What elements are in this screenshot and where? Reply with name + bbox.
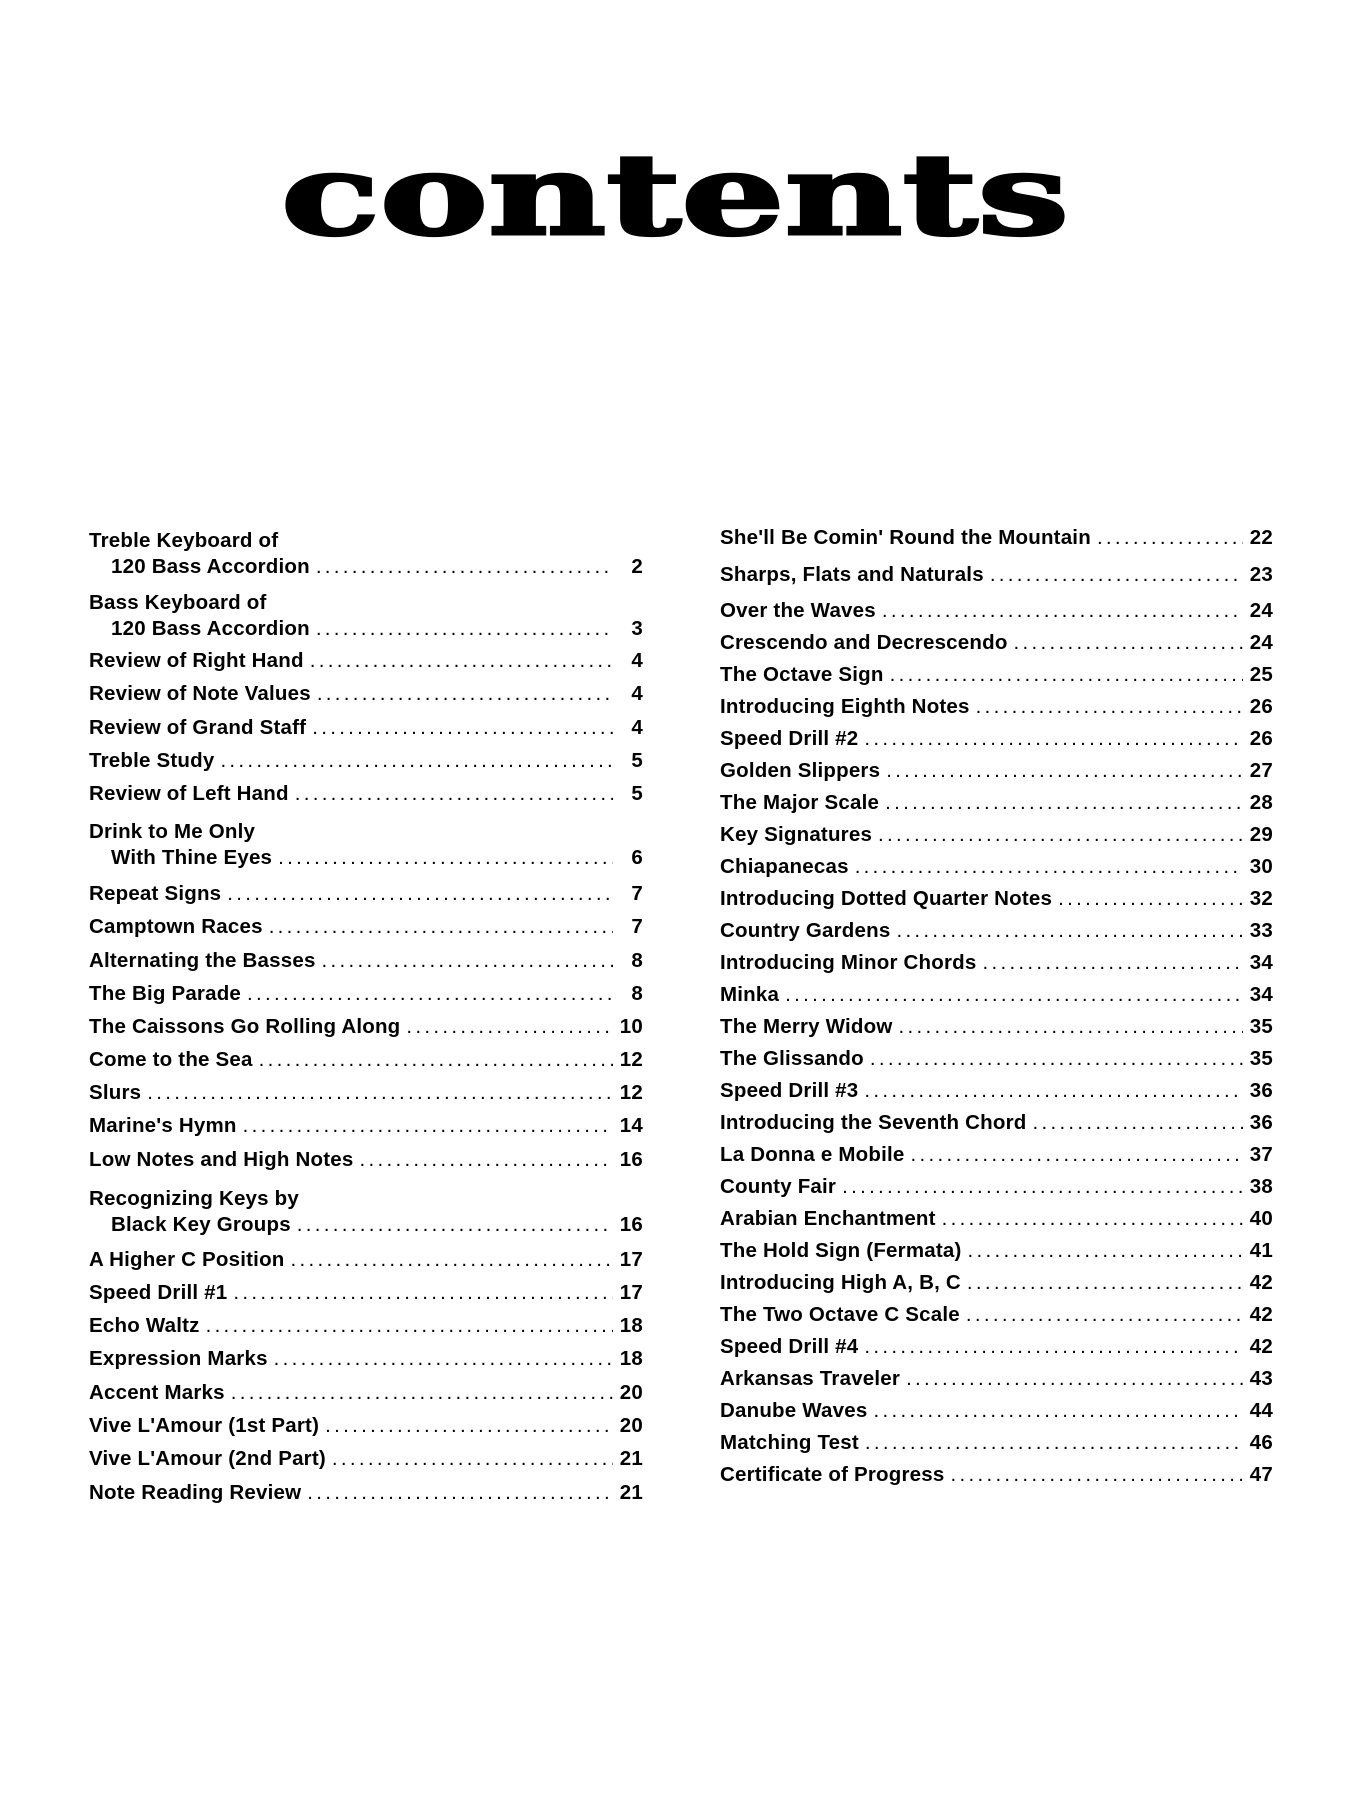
toc-entry-page-number: 41: [1249, 1239, 1273, 1262]
toc-entry-line: [720, 598, 1273, 624]
toc-entry: [89, 1113, 643, 1139]
toc-entry-title: Introducing Dotted Quarter Notes: [720, 887, 1053, 910]
dot-leader: [873, 1398, 1243, 1424]
toc-entry-title: Certificate of Progress: [720, 1463, 945, 1486]
dot-leader: [966, 1302, 1243, 1328]
toc-entry-page-number: 7: [631, 882, 643, 905]
toc-entry-page-number: 47: [1249, 1463, 1273, 1486]
toc-entry: [89, 1047, 643, 1073]
dot-leader: [890, 662, 1243, 688]
toc-entry-page-number: 35: [1249, 1015, 1273, 1038]
toc-entry-title: Slurs: [89, 1081, 142, 1104]
toc-entry: [89, 881, 643, 907]
toc-entry-title: Matching Test: [720, 1431, 859, 1454]
toc-entry-title: Introducing Minor Chords: [720, 951, 977, 974]
toc-entry: [720, 1302, 1273, 1328]
toc-entry: [720, 598, 1273, 624]
dot-leader: [906, 1366, 1243, 1392]
toc-entry-page-number: 14: [619, 1114, 643, 1137]
toc-entry-title: The Glissando: [720, 1047, 864, 1070]
toc-entry-line: [89, 1113, 643, 1139]
toc-entry-line: [720, 1302, 1273, 1328]
toc-entry-page-number: 7: [631, 915, 643, 938]
toc-entry-line: [720, 1398, 1273, 1424]
toc-entry-title: Expression Marks: [89, 1347, 268, 1370]
toc-entry-line: [89, 1147, 643, 1173]
dot-leader: [310, 648, 613, 674]
toc-entry-title: Arkansas Traveler: [720, 1367, 901, 1390]
dot-leader: [278, 845, 613, 871]
toc-entry: [720, 630, 1273, 656]
toc-entry-line: [720, 982, 1273, 1008]
dot-leader: [1058, 886, 1243, 912]
dot-leader: [855, 854, 1243, 880]
toc-entry-line: [720, 1366, 1273, 1392]
toc-entry-page-number: 17: [619, 1281, 643, 1304]
toc-entry-page-number: 37: [1249, 1143, 1273, 1166]
toc-entry-title: The Big Parade: [89, 982, 242, 1005]
toc-entry-title-continued: 120 Bass Accordion: [111, 555, 310, 578]
toc-entry-line: [89, 1380, 643, 1406]
dot-leader: [968, 1238, 1243, 1264]
toc-entry-title: A Higher C Position: [89, 1248, 285, 1271]
dot-leader: [886, 758, 1243, 784]
toc-entry-line: [720, 1142, 1273, 1168]
toc-entry-title: Review of Grand Staff: [89, 716, 307, 739]
toc-entry: [89, 590, 643, 642]
toc-entry-title: County Fair: [720, 1175, 837, 1198]
toc-entry: [720, 854, 1273, 880]
toc-entry-page-number: 34: [1249, 983, 1273, 1006]
toc-entry: [720, 1366, 1273, 1392]
toc-entry: [89, 1313, 643, 1339]
toc-entry: [720, 982, 1273, 1008]
toc-entry-title: The Hold Sign (Fermata): [720, 1239, 962, 1262]
toc-entry-page-number: 8: [631, 949, 643, 972]
toc-entry: [720, 1462, 1273, 1488]
toc-entry-page-number: 18: [619, 1314, 643, 1337]
toc-entry-title: La Donna e Mobile: [720, 1143, 905, 1166]
dot-leader: [942, 1206, 1243, 1232]
dot-leader: [967, 1270, 1243, 1296]
toc-entry-page-number: 42: [1249, 1271, 1273, 1294]
toc-entry-title: Speed Drill #1: [89, 1281, 228, 1304]
toc-entry-line: [89, 1446, 643, 1472]
toc-entry-page-number: 12: [619, 1081, 643, 1104]
dot-leader: [864, 726, 1243, 752]
toc-entry-line: [89, 1313, 643, 1339]
toc-entry-title-continued: With Thine Eyes: [111, 846, 273, 869]
toc-entry: [89, 1247, 643, 1273]
toc-entry-line: [89, 1247, 643, 1273]
toc-entry-title: Golden Slippers: [720, 759, 881, 782]
toc-entry-title: Sharps, Flats and Naturals: [720, 563, 984, 586]
toc-entry: [720, 822, 1273, 848]
toc-entry-page-number: 4: [631, 649, 643, 672]
dot-leader: [243, 1113, 613, 1139]
toc-entry-title: The Octave Sign: [720, 663, 884, 686]
toc-entry-line: [720, 1014, 1273, 1040]
dot-leader: [1014, 630, 1243, 656]
toc-entry: [89, 1413, 643, 1439]
toc-entry-line: [720, 1174, 1273, 1200]
toc-entry-page-number: 25: [1249, 663, 1273, 686]
dot-leader: [317, 681, 613, 707]
toc-entry-page-number: 4: [631, 682, 643, 705]
toc-entry: [89, 681, 643, 707]
toc-entry: [720, 1046, 1273, 1072]
toc-entry-page-number: 32: [1249, 887, 1273, 910]
toc-entry-title: Introducing the Seventh Chord: [720, 1111, 1027, 1134]
toc-entry-page-number: 6: [631, 846, 643, 869]
toc-entry: [720, 1110, 1273, 1136]
toc-entry: [720, 918, 1273, 944]
toc-entry-title: Come to the Sea: [89, 1048, 253, 1071]
toc-entry-line: [720, 1238, 1273, 1264]
toc-entry-title: Speed Drill #3: [720, 1079, 859, 1102]
dot-leader: [990, 562, 1243, 588]
toc-entry-title: Danube Waves: [720, 1399, 868, 1422]
toc-entry-title: Bass Keyboard of: [89, 591, 267, 614]
toc-entry-line: [89, 1480, 643, 1506]
toc-entry-title: Speed Drill #2: [720, 727, 859, 750]
toc-entry-line: [89, 648, 643, 674]
toc-entry-page-number: 20: [619, 1381, 643, 1404]
page-title: contents: [280, 130, 1070, 261]
toc-entry: [89, 914, 643, 940]
toc-entry: [720, 1078, 1273, 1104]
toc-entry-line: [720, 1046, 1273, 1072]
toc-entry-page-number: 24: [1249, 599, 1273, 622]
dot-leader: [406, 1014, 613, 1040]
toc-entry: [720, 790, 1273, 816]
toc-entry-title: The Merry Widow: [720, 1015, 893, 1038]
toc-entry-title: Accent Marks: [89, 1381, 225, 1404]
toc-entry-page-number: 10: [619, 1015, 643, 1038]
dot-leader: [233, 1280, 613, 1306]
toc-entry-title: Alternating the Basses: [89, 949, 316, 972]
toc-entry-line: [720, 822, 1273, 848]
toc-entry-title: Drink to Me Only: [89, 820, 256, 843]
toc-entry-page-number: 26: [1249, 727, 1273, 750]
toc-entry: [720, 1430, 1273, 1456]
dot-leader: [312, 715, 613, 741]
toc-entry-line: [89, 1413, 643, 1439]
toc-entry-line: [720, 854, 1273, 880]
dot-leader: [220, 748, 613, 774]
dot-leader: [316, 616, 613, 642]
toc-entry: [720, 1206, 1273, 1232]
toc-entry: [89, 1380, 643, 1406]
toc-entry-page-number: 21: [619, 1481, 643, 1504]
toc-entry: [89, 1280, 643, 1306]
toc-entry-title: Speed Drill #4: [720, 1335, 859, 1358]
toc-entry-line: [89, 914, 643, 940]
toc-entry-line: [720, 726, 1273, 752]
toc-entry-line: [89, 845, 643, 871]
toc-entry: [89, 528, 643, 580]
toc-entry-title: Country Gardens: [720, 919, 891, 942]
toc-entry: [89, 1446, 643, 1472]
dot-leader: [227, 881, 613, 907]
dot-leader: [231, 1380, 613, 1406]
toc-entry-line: [720, 525, 1273, 551]
toc-entry-line: [720, 1110, 1273, 1136]
toc-entry: [720, 758, 1273, 784]
dot-leader: [896, 918, 1243, 944]
dot-leader: [950, 1462, 1243, 1488]
dot-leader: [864, 1078, 1243, 1104]
toc-entry-page-number: 5: [631, 749, 643, 772]
toc-entry-title: The Major Scale: [720, 791, 880, 814]
dot-leader: [878, 822, 1243, 848]
toc-entry-title: The Caissons Go Rolling Along: [89, 1015, 401, 1038]
toc-entry-page-number: 3: [631, 617, 643, 640]
toc-entry-page-number: 43: [1249, 1367, 1273, 1390]
toc-entry-title: Chiapanecas: [720, 855, 849, 878]
dot-leader: [274, 1346, 613, 1372]
toc-entry-line: [720, 662, 1273, 688]
dot-leader: [976, 694, 1243, 720]
toc-entry-line: [89, 881, 643, 907]
toc-entry-page-number: 2: [631, 555, 643, 578]
toc-entry: [89, 1346, 643, 1372]
toc-entry: [720, 662, 1273, 688]
toc-entry: [89, 1480, 643, 1506]
toc-entry-line: [720, 1334, 1273, 1360]
toc-entry-line: [720, 1462, 1273, 1488]
toc-entry-title: Repeat Signs: [89, 882, 222, 905]
dot-leader: [269, 914, 613, 940]
toc-entry-title: Introducing Eighth Notes: [720, 695, 970, 718]
toc-entry-title: Low Notes and High Notes: [89, 1148, 354, 1171]
toc-entry: [89, 1014, 643, 1040]
toc-entry-title: She'll Be Comin' Round the Mountain: [720, 526, 1091, 549]
toc-entry-page-number: 24: [1249, 631, 1273, 654]
dot-leader: [785, 982, 1243, 1008]
toc-entry: [89, 715, 643, 741]
toc-entry: [720, 1174, 1273, 1200]
toc-entry-page-number: 42: [1249, 1335, 1273, 1358]
toc-entry-line: [89, 715, 643, 741]
toc-entry-line: [89, 1014, 643, 1040]
dot-leader: [325, 1413, 613, 1439]
toc-entry-page-number: 5: [631, 782, 643, 805]
dot-leader: [147, 1080, 613, 1106]
toc-entry: [720, 1398, 1273, 1424]
toc-entry: [720, 562, 1273, 588]
dot-leader: [316, 554, 613, 580]
toc-entry-page-number: 44: [1249, 1399, 1273, 1422]
dot-leader: [982, 950, 1243, 976]
toc-entry-title: Camptown Races: [89, 915, 263, 938]
toc-entry: [720, 525, 1273, 551]
dot-leader: [865, 1430, 1243, 1456]
toc-entry-line: [720, 758, 1273, 784]
toc-entry-page-number: 12: [619, 1048, 643, 1071]
toc-entry-page-number: 20: [619, 1414, 643, 1437]
toc-entry-title: Review of Note Values: [89, 682, 311, 705]
toc-entry: [720, 1270, 1273, 1296]
dot-leader: [291, 1247, 613, 1273]
toc-entry: [720, 1238, 1273, 1264]
toc-entry: [89, 1186, 643, 1238]
toc-entry-page-number: 21: [619, 1447, 643, 1470]
dot-leader: [206, 1313, 613, 1339]
toc-entry-line: [720, 1430, 1273, 1456]
dot-leader: [297, 1212, 613, 1238]
toc-entry-line: [89, 1047, 643, 1073]
toc-entry-title: Vive L'Amour (2nd Part): [89, 1447, 326, 1470]
toc-entry-line: [89, 1280, 643, 1306]
toc-entry-line: [89, 1212, 643, 1238]
toc-entry-line: [720, 630, 1273, 656]
toc-entry: [89, 748, 643, 774]
toc-entry-page-number: 38: [1249, 1175, 1273, 1198]
toc-entry-title: Recognizing Keys by: [89, 1187, 299, 1210]
toc-entry-page-number: 22: [1249, 526, 1273, 549]
toc-entry: [720, 1014, 1273, 1040]
toc-entry-line: [89, 554, 643, 580]
toc-entry-title: Over the Waves: [720, 599, 876, 622]
toc-entry-first-line: [89, 528, 643, 554]
toc-entry-line: [720, 950, 1273, 976]
toc-entry-title: Arabian Enchantment: [720, 1207, 936, 1230]
toc-entry-first-line: [89, 819, 643, 845]
toc-entry-title: Key Signatures: [720, 823, 873, 846]
dot-leader: [911, 1142, 1244, 1168]
toc-entry-title: Crescendo and Decrescendo: [720, 631, 1008, 654]
toc-entry-line: [89, 781, 643, 807]
toc-entry-line: [89, 981, 643, 1007]
toc-entry: [720, 1142, 1273, 1168]
dot-leader: [899, 1014, 1243, 1040]
toc-entry: [89, 981, 643, 1007]
toc-entry-page-number: 18: [619, 1347, 643, 1370]
toc-entry-page-number: 23: [1249, 563, 1273, 586]
toc-entry-title: Marine's Hymn: [89, 1114, 237, 1137]
dot-leader: [359, 1147, 613, 1173]
dot-leader: [322, 948, 613, 974]
toc-entry-title: The Two Octave C Scale: [720, 1303, 960, 1326]
toc-entry-line: [720, 1270, 1273, 1296]
toc-entry-title: Treble Study: [89, 749, 215, 772]
dot-leader: [842, 1174, 1243, 1200]
toc-entry-page-number: 40: [1249, 1207, 1273, 1230]
toc-entry-line: [720, 694, 1273, 720]
toc-entry: [89, 1147, 643, 1173]
toc-entry: [720, 950, 1273, 976]
toc-entry-line: [89, 1080, 643, 1106]
toc-entry-page-number: 27: [1249, 759, 1273, 782]
toc-entry-line: [89, 748, 643, 774]
toc-entry-title-continued: Black Key Groups: [111, 1213, 291, 1236]
toc-entry-title: Echo Waltz: [89, 1314, 200, 1337]
toc-entry-page-number: 28: [1249, 791, 1273, 814]
toc-entry-line: [89, 616, 643, 642]
toc-entry-page-number: 46: [1249, 1431, 1273, 1454]
toc-entry-title: Treble Keyboard of: [89, 529, 279, 552]
toc-entry-line: [89, 1346, 643, 1372]
toc-entry-line: [720, 562, 1273, 588]
toc-entry-line: [720, 918, 1273, 944]
dot-leader: [1032, 1110, 1243, 1136]
toc-entry-title: Note Reading Review: [89, 1481, 302, 1504]
toc-entry-line: [720, 886, 1273, 912]
toc-entry-page-number: 36: [1249, 1079, 1273, 1102]
toc-entry-title-continued: 120 Bass Accordion: [111, 617, 310, 640]
toc-entry-line: [720, 1206, 1273, 1232]
toc-entry-line: [89, 681, 643, 707]
dot-leader: [295, 781, 613, 807]
toc-entry-page-number: 35: [1249, 1047, 1273, 1070]
dot-leader: [259, 1047, 613, 1073]
toc-entry: [89, 948, 643, 974]
toc-entry-line: [720, 790, 1273, 816]
toc-entry: [89, 1080, 643, 1106]
dot-leader: [864, 1334, 1243, 1360]
toc-entry: [720, 726, 1273, 752]
toc-entry-page-number: 30: [1249, 855, 1273, 878]
dot-leader: [1097, 525, 1243, 551]
toc-entry-line: [720, 1078, 1273, 1104]
dot-leader: [247, 981, 613, 1007]
dot-leader: [882, 598, 1243, 624]
toc-entry-page-number: 36: [1249, 1111, 1273, 1134]
toc-entry: [89, 819, 643, 871]
toc-entry: [720, 1334, 1273, 1360]
toc-entry-title: Minka: [720, 983, 780, 1006]
toc-entry-page-number: 17: [619, 1248, 643, 1271]
dot-leader: [870, 1046, 1243, 1072]
toc-entry-title: Review of Left Hand: [89, 782, 289, 805]
toc-entry-page-number: 26: [1249, 695, 1273, 718]
toc-entry: [720, 886, 1273, 912]
toc-entry-page-number: 4: [631, 716, 643, 739]
toc-entry-first-line: [89, 1186, 643, 1212]
toc-entry-title: Vive L'Amour (1st Part): [89, 1414, 320, 1437]
toc-entry-page-number: 8: [631, 982, 643, 1005]
dot-leader: [885, 790, 1243, 816]
toc-entry: [720, 694, 1273, 720]
toc-entry-first-line: [89, 590, 643, 616]
toc-entry-line: [89, 948, 643, 974]
toc-entry-page-number: 16: [619, 1148, 643, 1171]
toc-entry-page-number: 42: [1249, 1303, 1273, 1326]
toc-entry-title: Review of Right Hand: [89, 649, 304, 672]
toc-entry: [89, 648, 643, 674]
dot-leader: [307, 1480, 613, 1506]
toc-entry-page-number: 16: [619, 1213, 643, 1236]
toc-entry-title: Introducing High A, B, C: [720, 1271, 961, 1294]
toc-entry: [89, 781, 643, 807]
dot-leader: [332, 1446, 613, 1472]
toc-entry-page-number: 29: [1249, 823, 1273, 846]
toc-entry-page-number: 34: [1249, 951, 1273, 974]
toc-entry-page-number: 33: [1249, 919, 1273, 942]
